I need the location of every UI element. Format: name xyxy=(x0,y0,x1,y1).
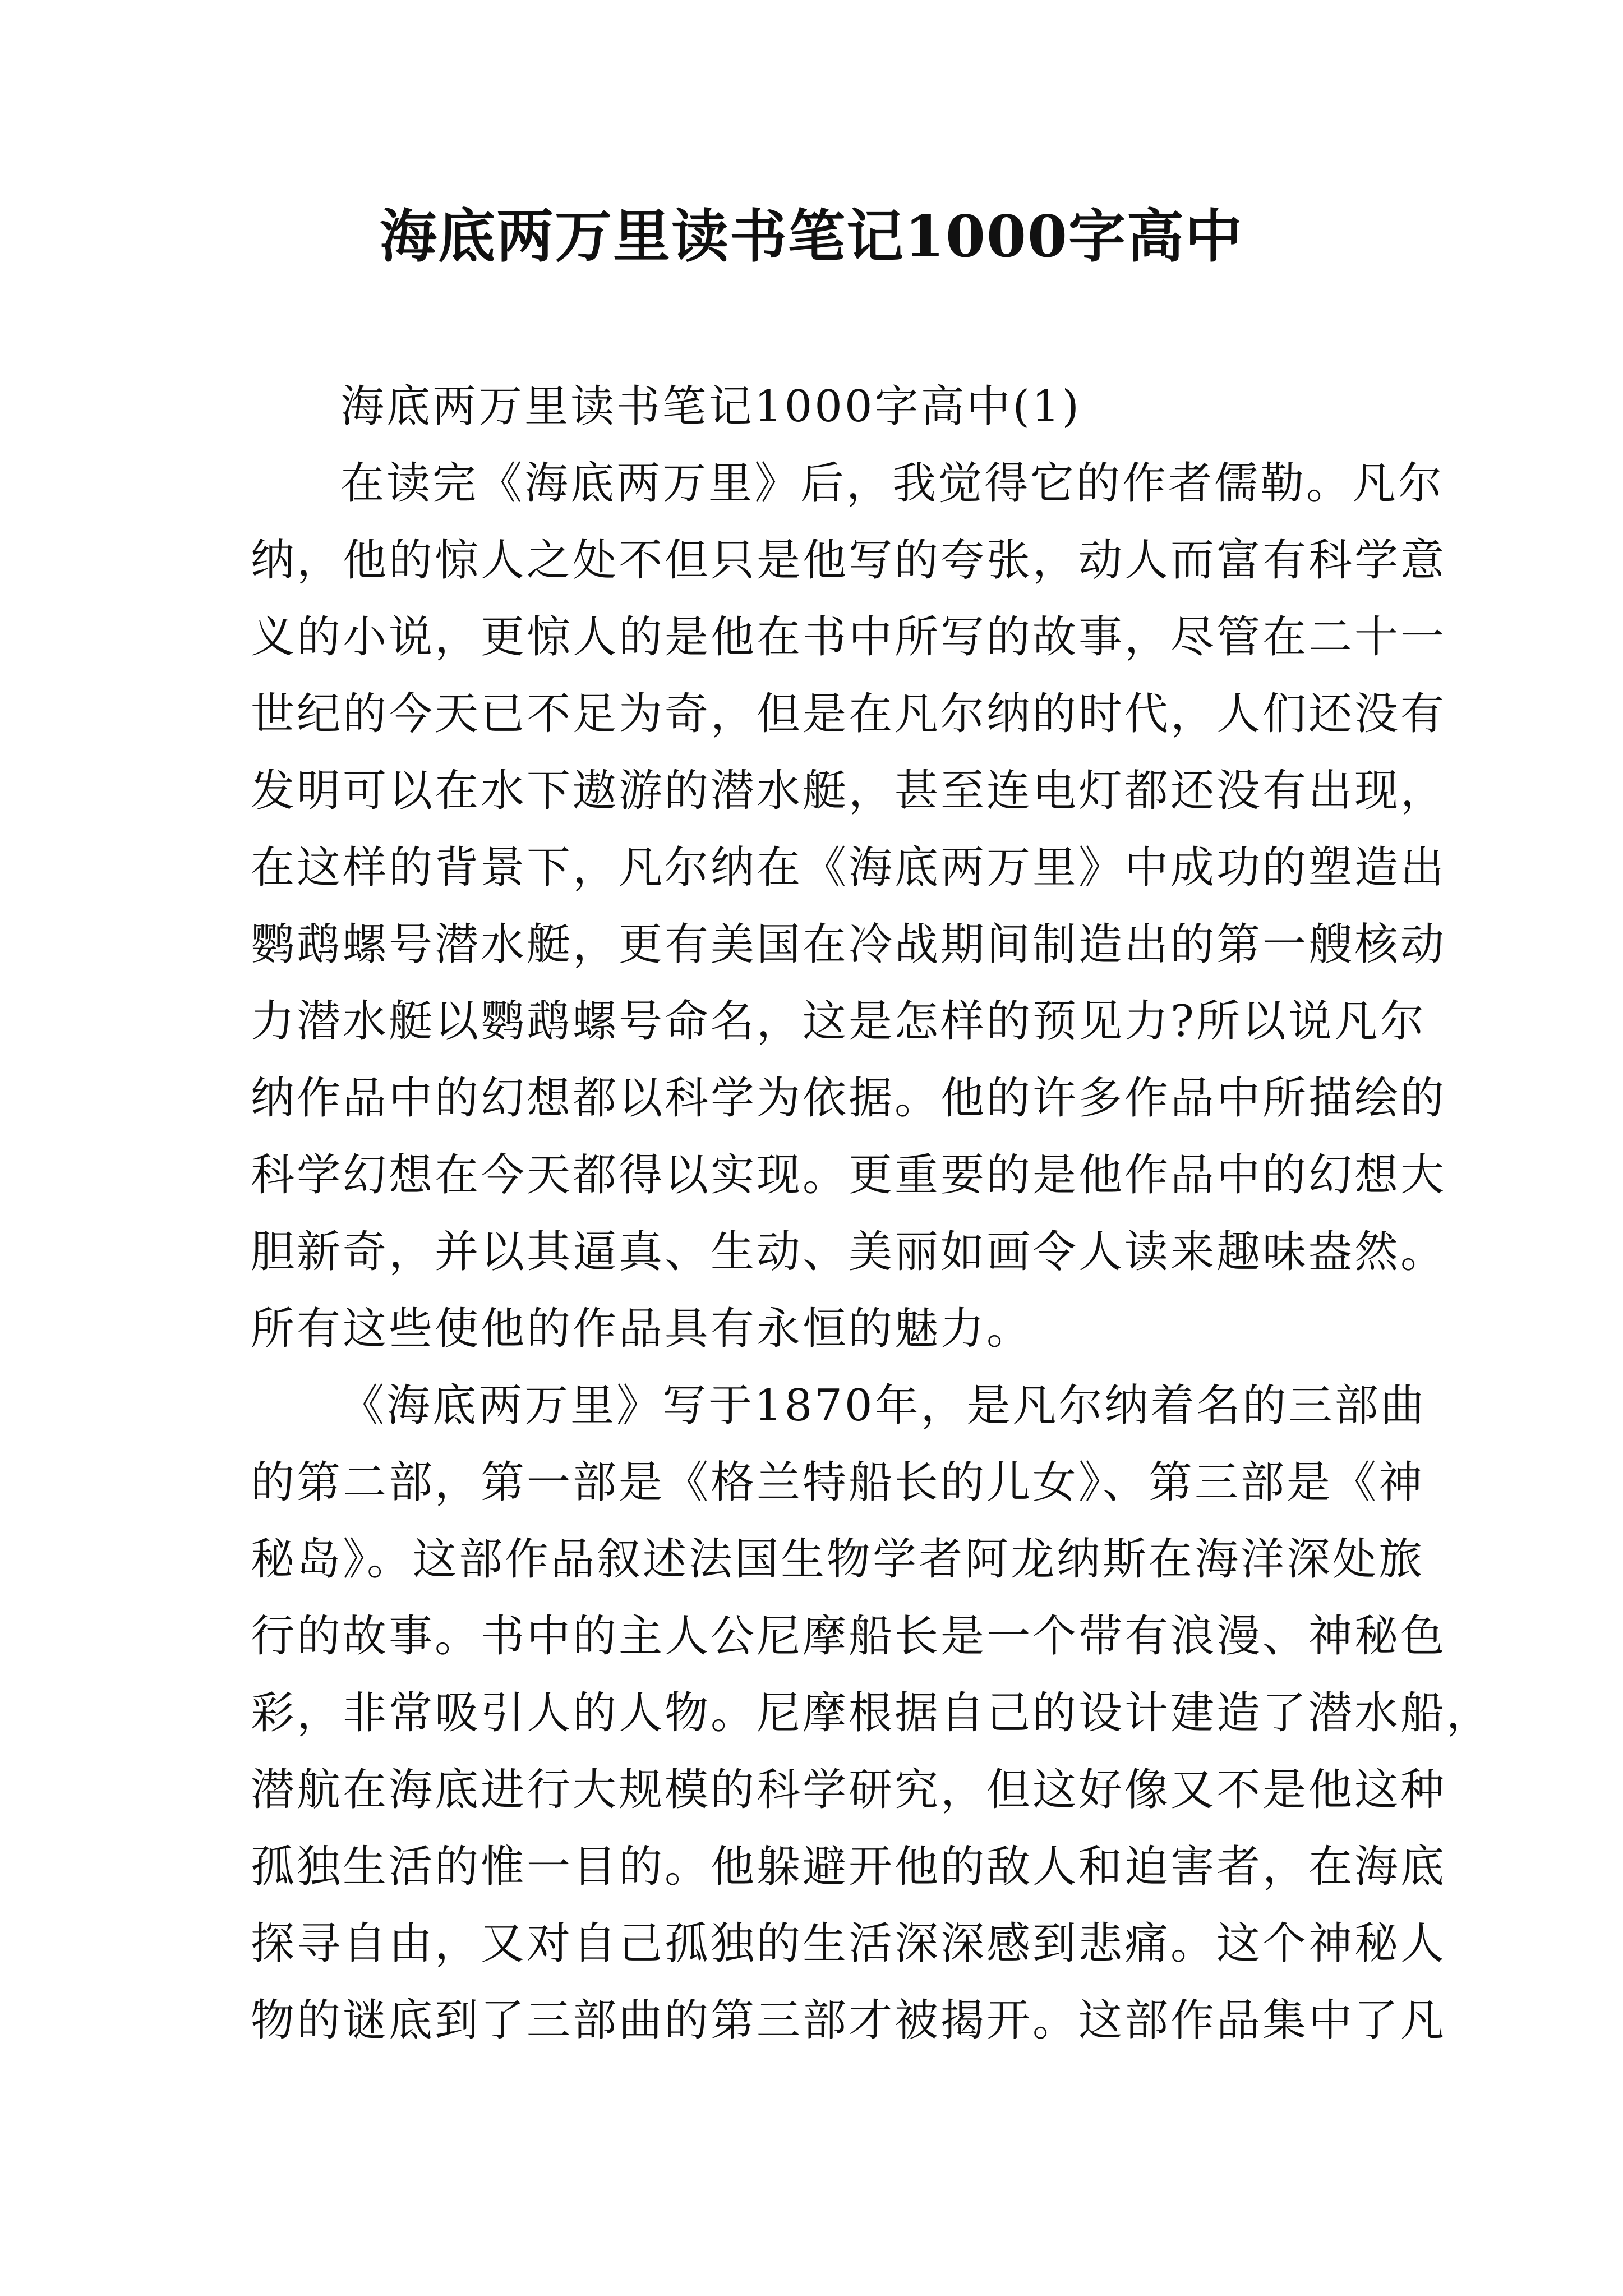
paragraph-line: 世纪的今天已不足为奇，但是在凡尔纳的时代，人们还没有 xyxy=(251,689,1447,739)
paragraph-line: 在这样的背景下，凡尔纳在《海底两万里》中成功的塑造出 xyxy=(251,843,1447,893)
section-heading: 海底两万里读书笔记1000字高中(1) xyxy=(340,381,1081,432)
paragraph-line: 鹦鹉螺号潜水艇，更有美国在冷战期间制造出的第一艘核动 xyxy=(251,919,1447,970)
paragraph-line: 潜航在海底进行大规模的科学研究，但这好像又不是他这种 xyxy=(251,1765,1447,1815)
paragraph-line: 纳作品中的幻想都以科学为依据。他的许多作品中所描绘的 xyxy=(251,1073,1447,1124)
paragraph-line: 在读完《海底两万里》后，我觉得它的作者儒勒。凡尔 xyxy=(340,458,1445,509)
paragraph-line: 发明可以在水下遨游的潜水艇，甚至连电灯都还没有出现， xyxy=(251,766,1447,816)
paragraph-line: 胆新奇，并以其逼真、生动、美丽如画令人读来趣味盎然。 xyxy=(251,1227,1447,1277)
document-body xyxy=(251,369,1493,2059)
paragraph-line: 的第二部，第一部是《格兰特船长的儿女》、第三部是《神 xyxy=(251,1457,1425,1508)
paragraph-line: 纳，他的惊人之处不但只是他写的夸张，动人而富有科学意 xyxy=(251,535,1447,586)
paragraph-line: 行的故事。书中的主人公尼摩船长是一个带有浪漫、神秘色 xyxy=(251,1611,1447,1662)
paragraph-line: 义的小说，更惊人的是他在书中所写的故事，尽管在二十一 xyxy=(251,612,1447,662)
paragraph-line: 科学幻想在今天都得以实现。更重要的是他作品中的幻想大 xyxy=(251,1150,1447,1200)
paragraph-line: 秘岛》。这部作品叙述法国生物学者阿龙纳斯在海洋深处旅 xyxy=(251,1534,1425,1585)
paragraph-line: 探寻自由，又对自己孤独的生活深深感到悲痛。这个神秘人 xyxy=(251,1918,1447,1969)
document-title: 海底两万里读书笔记1000字高中 xyxy=(380,203,1243,270)
paragraph-line: 力潜水艇以鹦鹉螺号命名，这是怎样的预见力?所以说凡尔 xyxy=(251,996,1426,1047)
paragraph-line: 《海底两万里》写于1870年，是凡尔纳着名的三部曲 xyxy=(340,1381,1427,1431)
paragraph-line: 所有这些使他的作品具有永恒的魅力。 xyxy=(251,1304,1033,1354)
paragraph-line: 彩，非常吸引人的人物。尼摩根据自己的设计建造了潜水船， xyxy=(251,1688,1493,1738)
paragraph-line: 孤独生活的惟一目的。他躲避开他的敌人和迫害者，在海底 xyxy=(251,1842,1447,1892)
paragraph-line: 物的谜底到了三部曲的第三部才被揭开。这部作品集中了凡 xyxy=(251,1995,1447,2046)
